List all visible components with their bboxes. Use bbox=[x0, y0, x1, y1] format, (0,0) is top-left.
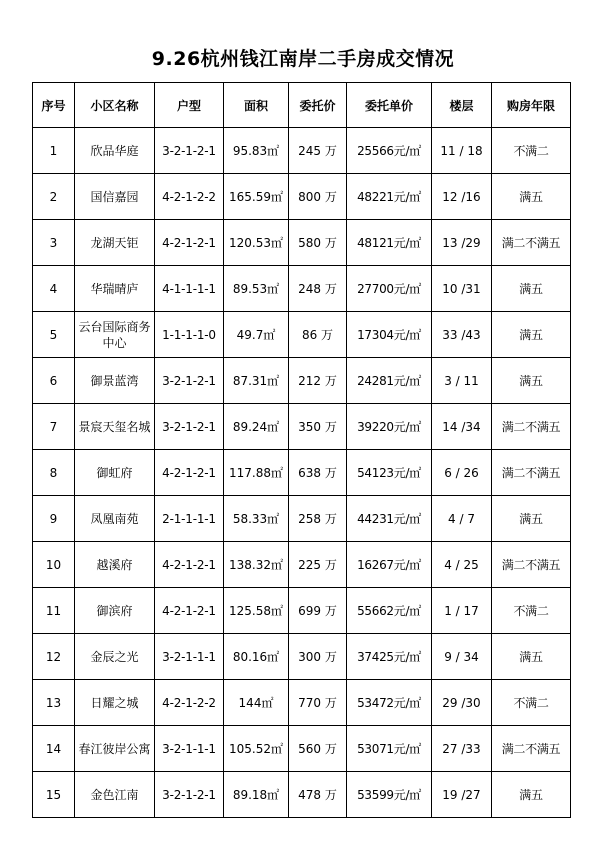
cell-name: 凤凰南苑 bbox=[75, 496, 155, 542]
cell-area: 105.52㎡ bbox=[224, 726, 289, 772]
cell-floor: 12 /16 bbox=[432, 174, 492, 220]
cell-no: 11 bbox=[33, 588, 75, 634]
table-row bbox=[33, 220, 571, 266]
cell-no: 7 bbox=[33, 404, 75, 450]
cell-type: 3-2-1-2-1 bbox=[155, 128, 224, 174]
cell-unit-price: 17304元/㎡ bbox=[347, 312, 432, 358]
cell-area: 49.7㎡ bbox=[224, 312, 289, 358]
cell-type: 4-2-1-2-1 bbox=[155, 220, 224, 266]
cell-area: 117.88㎡ bbox=[224, 450, 289, 496]
cell-area: 89.24㎡ bbox=[224, 404, 289, 450]
cell-unit-price: 53071元/㎡ bbox=[347, 726, 432, 772]
header-price: 委托价 bbox=[289, 83, 347, 128]
header-type: 户型 bbox=[155, 83, 224, 128]
cell-no: 10 bbox=[33, 542, 75, 588]
table-row bbox=[33, 128, 571, 174]
cell-unit-price: 55662元/㎡ bbox=[347, 588, 432, 634]
cell-no: 5 bbox=[33, 312, 75, 358]
cell-price: 699 万 bbox=[289, 588, 347, 634]
cell-limit: 满二不满五 bbox=[492, 542, 571, 588]
cell-unit-price: 48221元/㎡ bbox=[347, 174, 432, 220]
cell-price: 86 万 bbox=[289, 312, 347, 358]
table-row bbox=[33, 312, 571, 358]
cell-no: 8 bbox=[33, 450, 75, 496]
cell-area: 89.53㎡ bbox=[224, 266, 289, 312]
cell-name: 欣品华庭 bbox=[75, 128, 155, 174]
cell-name: 御虹府 bbox=[75, 450, 155, 496]
cell-unit-price: 53599元/㎡ bbox=[347, 772, 432, 818]
cell-floor: 14 /34 bbox=[432, 404, 492, 450]
cell-unit-price: 27700元/㎡ bbox=[347, 266, 432, 312]
table-row bbox=[33, 404, 571, 450]
cell-name: 春江彼岸公寓 bbox=[75, 726, 155, 772]
cell-no: 1 bbox=[33, 128, 75, 174]
cell-price: 212 万 bbox=[289, 358, 347, 404]
cell-limit: 满二不满五 bbox=[492, 726, 571, 772]
cell-limit: 满五 bbox=[492, 496, 571, 542]
cell-area: 58.33㎡ bbox=[224, 496, 289, 542]
cell-no: 14 bbox=[33, 726, 75, 772]
cell-limit: 满五 bbox=[492, 174, 571, 220]
cell-limit: 满五 bbox=[492, 772, 571, 818]
cell-floor: 6 / 26 bbox=[432, 450, 492, 496]
cell-area: 165.59㎡ bbox=[224, 174, 289, 220]
table-row bbox=[33, 588, 571, 634]
cell-area: 95.83㎡ bbox=[224, 128, 289, 174]
cell-area: 89.18㎡ bbox=[224, 772, 289, 818]
cell-limit: 满二不满五 bbox=[492, 220, 571, 266]
cell-price: 225 万 bbox=[289, 542, 347, 588]
cell-unit-price: 24281元/㎡ bbox=[347, 358, 432, 404]
table-row bbox=[33, 726, 571, 772]
cell-price: 770 万 bbox=[289, 680, 347, 726]
cell-floor: 27 /33 bbox=[432, 726, 492, 772]
header-floor: 楼层 bbox=[432, 83, 492, 128]
cell-name: 金辰之光 bbox=[75, 634, 155, 680]
cell-unit-price: 25566元/㎡ bbox=[347, 128, 432, 174]
cell-limit: 不满二 bbox=[492, 680, 571, 726]
cell-floor: 13 /29 bbox=[432, 220, 492, 266]
cell-type: 3-2-1-2-1 bbox=[155, 358, 224, 404]
cell-limit: 不满二 bbox=[492, 128, 571, 174]
cell-no: 4 bbox=[33, 266, 75, 312]
table-row bbox=[33, 772, 571, 818]
cell-name: 云台国际商务中心 bbox=[75, 312, 155, 358]
cell-unit-price: 44231元/㎡ bbox=[347, 496, 432, 542]
cell-floor: 4 / 7 bbox=[432, 496, 492, 542]
cell-name: 日耀之城 bbox=[75, 680, 155, 726]
cell-unit-price: 53472元/㎡ bbox=[347, 680, 432, 726]
header-area: 面积 bbox=[224, 83, 289, 128]
table-row bbox=[33, 634, 571, 680]
cell-type: 4-2-1-2-2 bbox=[155, 680, 224, 726]
cell-unit-price: 37425元/㎡ bbox=[347, 634, 432, 680]
table-row bbox=[33, 174, 571, 220]
cell-name: 御滨府 bbox=[75, 588, 155, 634]
table-row bbox=[33, 266, 571, 312]
cell-unit-price: 54123元/㎡ bbox=[347, 450, 432, 496]
cell-limit: 满五 bbox=[492, 312, 571, 358]
cell-limit: 满二不满五 bbox=[492, 404, 571, 450]
header-no: 序号 bbox=[33, 83, 75, 128]
cell-price: 258 万 bbox=[289, 496, 347, 542]
cell-area: 144㎡ bbox=[224, 680, 289, 726]
table-row bbox=[33, 358, 571, 404]
cell-name: 景宸天玺名城 bbox=[75, 404, 155, 450]
cell-name: 越溪府 bbox=[75, 542, 155, 588]
cell-type: 3-2-1-1-1 bbox=[155, 634, 224, 680]
cell-limit: 满二不满五 bbox=[492, 450, 571, 496]
cell-name: 龙湖天钜 bbox=[75, 220, 155, 266]
cell-price: 638 万 bbox=[289, 450, 347, 496]
cell-floor: 1 / 17 bbox=[432, 588, 492, 634]
cell-no: 12 bbox=[33, 634, 75, 680]
cell-floor: 9 / 34 bbox=[432, 634, 492, 680]
cell-area: 80.16㎡ bbox=[224, 634, 289, 680]
cell-no: 13 bbox=[33, 680, 75, 726]
cell-no: 15 bbox=[33, 772, 75, 818]
header-unit-price: 委托单价 bbox=[347, 83, 432, 128]
cell-unit-price: 48121元/㎡ bbox=[347, 220, 432, 266]
cell-area: 87.31㎡ bbox=[224, 358, 289, 404]
cell-name: 金色江南 bbox=[75, 772, 155, 818]
cell-unit-price: 39220元/㎡ bbox=[347, 404, 432, 450]
cell-price: 800 万 bbox=[289, 174, 347, 220]
cell-floor: 29 /30 bbox=[432, 680, 492, 726]
cell-type: 3-2-1-2-1 bbox=[155, 404, 224, 450]
cell-type: 4-2-1-2-2 bbox=[155, 174, 224, 220]
header-name: 小区名称 bbox=[75, 83, 155, 128]
cell-name: 华瑞晴庐 bbox=[75, 266, 155, 312]
cell-type: 4-1-1-1-1 bbox=[155, 266, 224, 312]
cell-type: 4-2-1-2-1 bbox=[155, 542, 224, 588]
cell-price: 560 万 bbox=[289, 726, 347, 772]
table-row bbox=[33, 680, 571, 726]
cell-no: 3 bbox=[33, 220, 75, 266]
cell-limit: 满五 bbox=[492, 266, 571, 312]
cell-no: 6 bbox=[33, 358, 75, 404]
page-title: 9.26杭州钱江南岸二手房成交情况 bbox=[151, 48, 455, 70]
cell-floor: 4 / 25 bbox=[432, 542, 492, 588]
cell-area: 125.58㎡ bbox=[224, 588, 289, 634]
cell-type: 2-1-1-1-1 bbox=[155, 496, 224, 542]
cell-floor: 19 /27 bbox=[432, 772, 492, 818]
cell-price: 580 万 bbox=[289, 220, 347, 266]
cell-area: 138.32㎡ bbox=[224, 542, 289, 588]
transactions-table bbox=[32, 82, 571, 818]
cell-price: 300 万 bbox=[289, 634, 347, 680]
table-row bbox=[33, 450, 571, 496]
cell-type: 3-2-1-1-1 bbox=[155, 726, 224, 772]
cell-price: 245 万 bbox=[289, 128, 347, 174]
cell-limit: 满五 bbox=[492, 358, 571, 404]
cell-name: 御景蓝湾 bbox=[75, 358, 155, 404]
cell-no: 2 bbox=[33, 174, 75, 220]
cell-limit: 满五 bbox=[492, 634, 571, 680]
header-limit: 购房年限 bbox=[492, 83, 571, 128]
cell-floor: 10 /31 bbox=[432, 266, 492, 312]
cell-price: 350 万 bbox=[289, 404, 347, 450]
cell-area: 120.53㎡ bbox=[224, 220, 289, 266]
table-row bbox=[33, 542, 571, 588]
table-row bbox=[33, 496, 571, 542]
table-header-row bbox=[33, 83, 571, 128]
cell-name: 国信嘉园 bbox=[75, 174, 155, 220]
cell-unit-price: 16267元/㎡ bbox=[347, 542, 432, 588]
cell-type: 4-2-1-2-1 bbox=[155, 450, 224, 496]
cell-price: 478 万 bbox=[289, 772, 347, 818]
table-body bbox=[33, 128, 571, 818]
cell-floor: 33 /43 bbox=[432, 312, 492, 358]
cell-floor: 3 / 11 bbox=[432, 358, 492, 404]
cell-no: 9 bbox=[33, 496, 75, 542]
cell-type: 1-1-1-1-0 bbox=[155, 312, 224, 358]
cell-type: 4-2-1-2-1 bbox=[155, 588, 224, 634]
cell-limit: 不满二 bbox=[492, 588, 571, 634]
cell-floor: 11 / 18 bbox=[432, 128, 492, 174]
cell-type: 3-2-1-2-1 bbox=[155, 772, 224, 818]
cell-price: 248 万 bbox=[289, 266, 347, 312]
